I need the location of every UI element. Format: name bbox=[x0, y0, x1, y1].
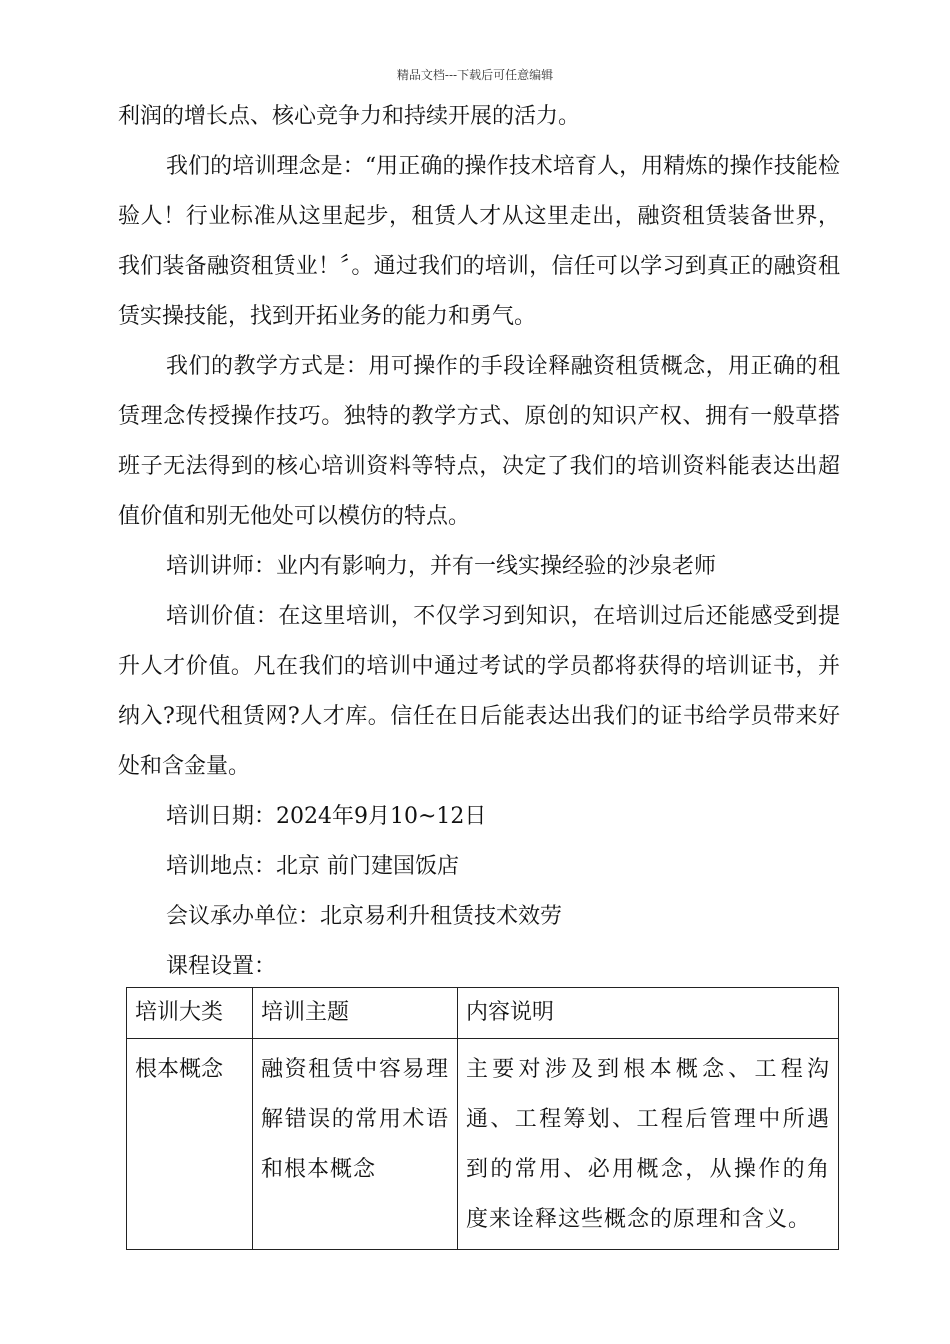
paragraph-training-value: 培训价值：在这里培训，不仅学习到知识，在培训过后还能感受到提升人才价值。凡在我们的培训中通过考试的学员都将获得的培训证书，并纳入?现代租赁网?人才库。信任在日后能表达出我们的证书给学员带来好处和含金量。 bbox=[118, 604, 840, 779]
paragraph-training-location: 培训地点：北京 前门建国饭店 bbox=[166, 854, 459, 879]
paragraph-course-setup: 课程设置： bbox=[166, 954, 277, 979]
table-header-cell: 培训大类 bbox=[127, 988, 253, 1039]
paragraph-teaching-method: 我们的教学方式是：用可操作的手段诠释融资租赁概念，用正确的租赁理念传授操作技巧。独特的教学方式、原创的知识产权、拥有一般草搭班子无法得到的核心培训资料等特点，决定了我们的培训资料能表达出超值价值和别无他处可以模仿的特点。 bbox=[118, 354, 840, 529]
table-header-cell: 培训主题 bbox=[253, 988, 458, 1039]
table-header-row bbox=[127, 988, 839, 1039]
paragraph-training-philosophy: 我们的培训理念是：“用正确的操作技术培育人，用精炼的操作技能检验人！行业标准从这里起步，租赁人才从这里走出，融资租赁装备世界，我们装备融资租赁业！〞。通过我们的培训，信任可以学习到真正的融资租赁实操技能，找到开拓业务的能力和勇气。 bbox=[118, 154, 840, 329]
table-header-cell: 内容说明 bbox=[458, 988, 839, 1039]
table-cell-category: 根本概念 bbox=[127, 1039, 253, 1250]
page-header: 精品文档---下载后可任意编辑 bbox=[396, 68, 554, 82]
table-cell-description: 主要对涉及到根本概念、工程沟通、工程筹划、工程后管理中所遇到的常用、必用概念，从操作的角度来诠释这些概念的原理和含义。 bbox=[458, 1039, 839, 1250]
table-cell-topic: 融资租赁中容易理解错误的常用术语和根本概念 bbox=[253, 1039, 458, 1250]
paragraph-organizer: 会议承办单位：北京易利升租赁技术效劳 bbox=[166, 904, 563, 929]
paragraph-training-date: 培训日期：2024年9月10~12日 bbox=[166, 804, 487, 829]
paragraph-continuation: 利润的增长点、核心竞争力和持续开展的活力。 bbox=[118, 104, 581, 129]
table-row bbox=[127, 1039, 839, 1250]
course-table bbox=[126, 987, 839, 1250]
document-body bbox=[118, 92, 840, 992]
paragraph-trainer: 培训讲师：业内有影响力，并有一线实操经验的沙泉老师 bbox=[166, 554, 717, 579]
